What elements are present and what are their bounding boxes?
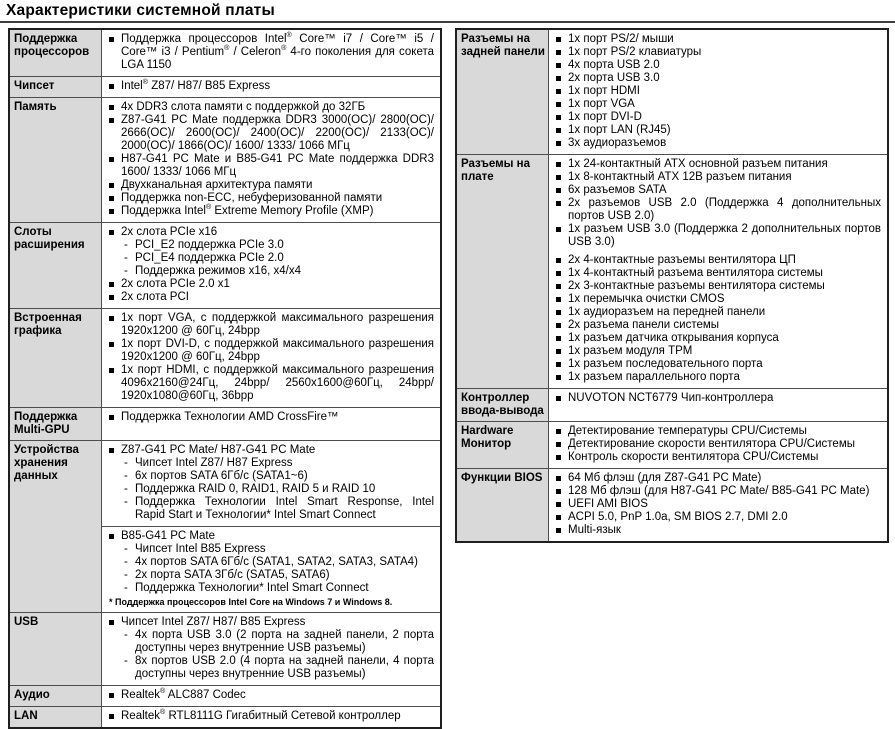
spec-row <box>10 407 440 440</box>
spec-row <box>10 706 440 727</box>
spec-item-bullet: 2x слота PCI <box>108 291 434 304</box>
content-cell <box>102 408 440 440</box>
spec-item-sub: - Поддержка режимов x16, x4/x4 <box>108 265 434 278</box>
spec-row <box>10 440 440 612</box>
spec-item-bullet: B85-G41 PC Mate <box>108 530 434 543</box>
spec-item-sub: - Поддержка RAID 0, RAID1, RAID 5 и RAID 10 <box>108 483 434 496</box>
spec-item-bullet: 1x порт DVI-D <box>555 111 881 124</box>
row-content <box>102 309 440 407</box>
spec-item-bullet: Intel® Z87/ H87/ B85 Express <box>108 80 434 93</box>
spec-item-sub: - Поддержка Технологии* Intel Smart Connect <box>108 582 434 595</box>
row-label: Чипсет <box>10 77 102 97</box>
spec-item-bullet: 1x порт HDMI, с поддержкой максимального разрешения 4096x2160@24Гц, 24bpp/ 2560x1600@60Гц, 24bpp/ 1920x1080@60Гц, 36bpp <box>108 364 434 403</box>
spec-row <box>10 76 440 97</box>
spec-table-left <box>8 28 442 729</box>
spec-item-sub: - Поддержка Технологии Intel Smart Response, Intel Rapid Start и Технологии* Intel Smart Connect <box>108 496 434 522</box>
spec-item-bullet: 1x разъем последовательного порта <box>555 358 881 371</box>
row-content <box>102 98 440 222</box>
spec-item-bullet: Двухканальная архитектура памяти <box>108 179 434 192</box>
row-content <box>102 613 440 685</box>
content-cell <box>102 223 440 308</box>
spec-row <box>10 97 440 222</box>
row-label: Hardware Монитор <box>457 422 549 468</box>
spec-item-bullet: 1x разъем датчика открывания корпуса <box>555 332 881 345</box>
spec-item-bullet: 6x разъемов SATA <box>555 184 881 197</box>
spec-item-bullet: NUVOTON NCT6779 Чип-контроллера <box>555 392 881 405</box>
spec-item-bullet: Realtek® ALC887 Codec <box>108 689 434 702</box>
row-label: USB <box>10 613 102 685</box>
spec-item-sub: - 2x порта SATA 3Гб/с (SATA5, SATA6) <box>108 569 434 582</box>
spec-item-bullet: 2x 4-контактные разъемы вентилятора ЦП <box>555 254 881 267</box>
spec-item-bullet: 64 Мб флэш (для Z87-G41 PC Mate) <box>555 472 881 485</box>
spec-item-sub: - 4x порта USB 3.0 (2 порта на задней панели, 2 порта доступны через внутренние USB разъемы) <box>108 629 434 655</box>
row-content <box>102 686 440 706</box>
spec-item-bullet: H87-G41 PC Mate и B85-G41 PC Mate поддержка DDR3 1600/ 1333/ 1066 МГц <box>108 153 434 179</box>
content-cell <box>102 526 440 612</box>
row-label: Поддержка процессоров <box>10 30 102 76</box>
spec-row <box>457 421 887 468</box>
row-content <box>102 77 440 97</box>
spec-item-bullet: 3x аудиоразъемов <box>555 137 881 150</box>
spec-item-bullet: 1x порт DVI-D, с поддержкой максимального разрешения 1920x1200 @ 60Гц, 24bpp <box>108 338 434 364</box>
row-label: Поддержка Multi-GPU <box>10 408 102 440</box>
spec-item-bullet: 1x разъем параллельного порта <box>555 371 881 384</box>
spec-item-bullet: Детектирование скорости вентилятора CPU/Системы <box>555 438 881 451</box>
content-cell <box>102 707 440 727</box>
spec-item-sub: - 4x портов SATA 6Гб/с (SATA1, SATA2, SATA3, SATA4) <box>108 556 434 569</box>
spec-item-bullet: 1x порт PS/2/ мыши <box>555 33 881 46</box>
spec-row <box>10 685 440 706</box>
spec-item-bullet: 128 Мб флэш (для H87-G41 PC Mate/ B85-G41 PC Mate) <box>555 485 881 498</box>
content-cell <box>549 422 887 468</box>
spec-item-bullet: 1x порт LAN (RJ45) <box>555 124 881 137</box>
content-cell <box>549 389 887 421</box>
spec-item-bullet: Поддержка процессоров Intel® Core™ i7 / Core™ i5 / Core™ i3 / Pentium® / Celeron® 4-го поколения для сокета LGA 1150 <box>108 33 434 72</box>
row-content <box>102 30 440 76</box>
spec-item-bullet: Поддержка Intel® Extreme Memory Profile (XMP) <box>108 205 434 218</box>
row-content <box>549 422 887 468</box>
spec-item-bullet: Realtek® RTL8111G Гигабитный Сетевой контроллер <box>108 710 434 723</box>
spec-item-bullet: 1x порт PS/2 клавиатуры <box>555 46 881 59</box>
content-cell <box>102 686 440 706</box>
spec-item-bullet: 2x разъема панели системы <box>555 319 881 332</box>
spec-item-sub: - Чипсет Intel Z87/ H87 Express <box>108 457 434 470</box>
content-cell <box>102 98 440 222</box>
spec-item-bullet: 1x 24-контактный ATX основной разъем питания <box>555 158 881 171</box>
row-label: Разъемы на задней панели <box>457 30 549 154</box>
page-title: Характеристики системной платы <box>6 2 275 19</box>
spec-item-sub: - Чипсет Intel B85 Express <box>108 543 434 556</box>
spec-item-note: * Поддержка процессоров Intel Core на Windows 7 и Windows 8. <box>109 597 393 607</box>
row-label: Встроенная графика <box>10 309 102 407</box>
spec-item-bullet: Контроль скорости вентилятора CPU/Системы <box>555 451 881 464</box>
spec-item-bullet: Z87-G41 PC Mate поддержка DDR3 3000(ОС)/ 2800(ОС)/ 2666(ОС)/ 2600(ОС)/ 2400(ОС)/ 2200(ОС)/ 2133(ОС)/ 2000(ОС)/ 1866(ОС)/ 1600/ 1333/ 1066 МГц <box>108 114 434 153</box>
row-content <box>102 223 440 308</box>
spec-item-bullet: 1x перемычка очистки CMOS <box>555 293 881 306</box>
content-cell <box>549 469 887 541</box>
row-label: Устройства хранения данных <box>10 441 102 612</box>
content-cell <box>102 77 440 97</box>
spec-item-bullet: 1x разъем модуля TPM <box>555 345 881 358</box>
row-content <box>549 389 887 421</box>
row-content <box>549 469 887 541</box>
spec-item-bullet: ACPI 5.0, PnP 1.0a, SM BIOS 2.7, DMI 2.0 <box>555 511 881 524</box>
spec-row <box>10 30 440 76</box>
spec-item-bullet: 2x порта USB 3.0 <box>555 72 881 85</box>
spec-row <box>457 154 887 388</box>
spec-item-sub: - PCI_E2 поддержка PCIe 3.0 <box>108 239 434 252</box>
row-content <box>549 155 887 388</box>
spec-item-bullet: UEFI AMI BIOS <box>555 498 881 511</box>
row-label: Контроллер ввода-вывода <box>457 389 549 421</box>
content-cell <box>102 30 440 76</box>
content-cell <box>549 155 887 388</box>
row-label: Разъемы на плате <box>457 155 549 388</box>
spec-item-sub: - 8x портов USB 2.0 (4 порта на задней панели, 4 порта доступны через внутренние USB разъемы) <box>108 655 434 681</box>
spec-row <box>457 468 887 541</box>
spec-item-bullet: 1x порт VGA <box>555 98 881 111</box>
row-content <box>102 408 440 440</box>
spec-item-bullet: Поддержка non-ECC, небуферизованной памяти <box>108 192 434 205</box>
row-content <box>102 707 440 727</box>
content-cell <box>549 30 887 154</box>
spec-item-bullet: Поддержка Технологии AMD CrossFire™ <box>108 411 434 424</box>
content-cell <box>102 613 440 685</box>
spec-item-bullet: Multi-язык <box>555 524 881 537</box>
spec-item-bullet: 1x аудиоразъем на передней панели <box>555 306 881 319</box>
title-underline <box>0 21 895 23</box>
spec-item-bullet: 1x 4-контактный разъема вентилятора системы <box>555 267 881 280</box>
content-cell <box>102 441 440 526</box>
spec-item-bullet: 2x слота PCIe x16 <box>108 226 434 239</box>
spec-item-bullet: 2x разъемов USB 2.0 (Поддержка 4 дополнительных портов USB 2.0) <box>555 197 881 223</box>
row-label: Слоты расширения <box>10 223 102 308</box>
spec-item-bullet: Z87-G41 PC Mate/ H87-G41 PC Mate <box>108 444 434 457</box>
spec-row <box>10 222 440 308</box>
spec-item-bullet: 1x порт HDMI <box>555 85 881 98</box>
spec-item-sub: - PCI_E4 поддержка PCIe 2.0 <box>108 252 434 265</box>
row-content <box>102 441 440 612</box>
row-label: Память <box>10 98 102 222</box>
spec-row <box>457 30 887 154</box>
row-content <box>549 30 887 154</box>
spec-item-bullet: 1x 8-контактный ATX 12В разъем питания <box>555 171 881 184</box>
spec-item-bullet: 1x порт VGA, с поддержкой максимального разрешения 1920x1200 @ 60Гц, 24bpp <box>108 312 434 338</box>
row-label: Аудио <box>10 686 102 706</box>
row-label: LAN <box>10 707 102 727</box>
spec-row <box>457 388 887 421</box>
content-cell <box>102 309 440 407</box>
spec-item-bullet: 2x 3-контактные разъемы вентилятора системы <box>555 280 881 293</box>
spec-item-bullet: 2x слота PCIe 2.0 x1 <box>108 278 434 291</box>
spec-item-bullet: 4x DDR3 слота памяти с поддержкой до 32ГБ <box>108 101 434 114</box>
spec-item-sub: - 6x портов SATA 6Гб/с (SATA1~6) <box>108 470 434 483</box>
row-label: Функции BIOS <box>457 469 549 541</box>
spec-item-bullet: Детектирование температуры CPU/Системы <box>555 425 881 438</box>
spec-item-bullet: 4x порта USB 2.0 <box>555 59 881 72</box>
spec-item-bullet: Чипсет Intel Z87/ H87/ B85 Express <box>108 616 434 629</box>
spec-table-right <box>455 28 889 543</box>
spec-row <box>10 308 440 407</box>
spec-item-bullet: 1x разъем USB 3.0 (Поддержка 2 дополнительных портов USB 3.0) <box>555 223 881 249</box>
spec-row <box>10 612 440 685</box>
